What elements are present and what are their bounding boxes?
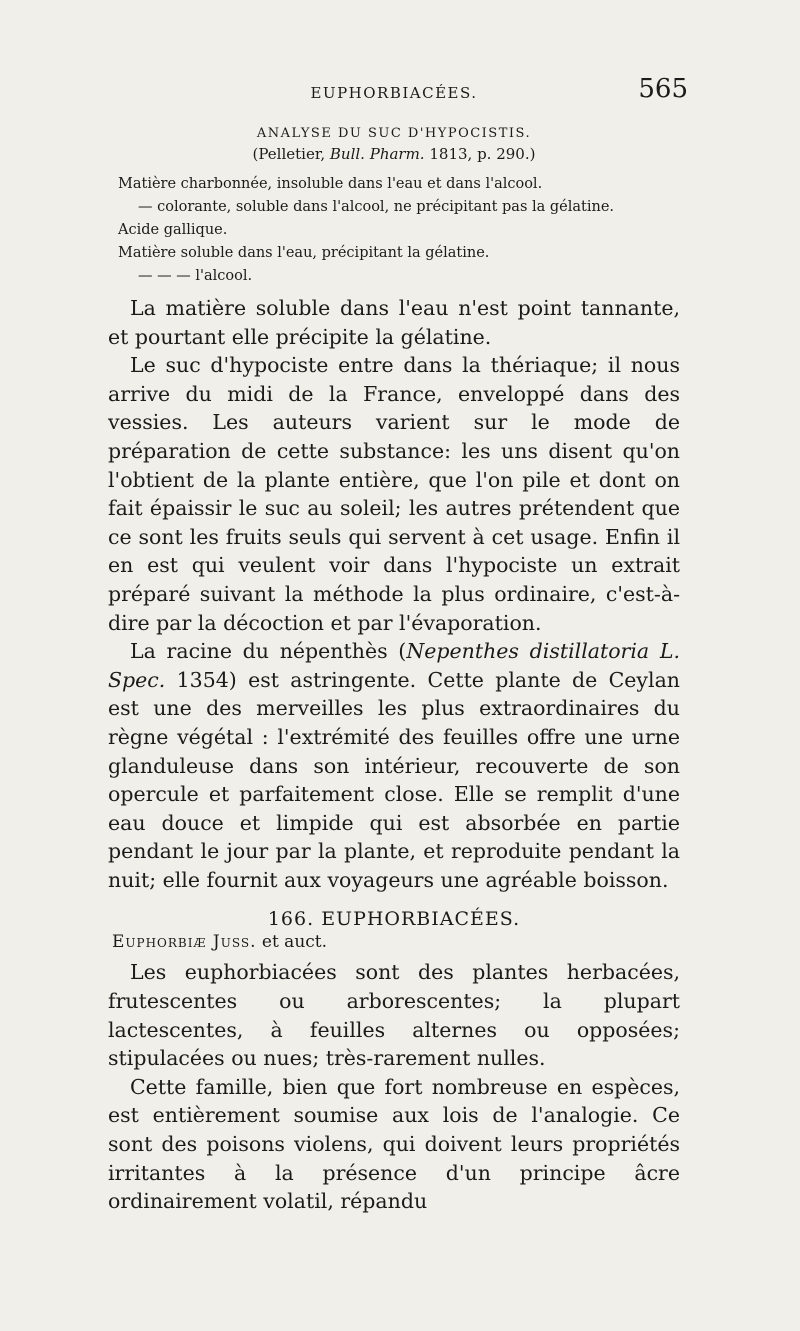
paragraph-famille: Cette famille, bien que fort nombreuse en espèces, est entièrement soumise aux lois de l'analogie. Ce sont des poisons violens, qui doivent leurs propriétés irritantes à la présence d'un principe âcre ordinairement volatil, répandu [108, 1074, 680, 1214]
reference-rest: et auct. [256, 932, 328, 953]
page-number: 565 [638, 74, 688, 104]
page-header [108, 72, 688, 112]
analysis-item: Matière soluble dans l'eau, précipitant la gélatine. [118, 245, 490, 261]
analysis-title: ANALYSE DU SUC D'HYPOCISTIS. [256, 126, 532, 141]
source-journal: Bull. Pharm. [329, 145, 425, 163]
analysis-source [108, 145, 680, 163]
paragraph-hypociste: Le suc d'hypociste entre dans la thériaque; il nous arrive du midi de la France, enveloppé dans des vessies. Les auteurs varient sur le mode de préparation de cette substance: les uns disent qu'on l'obtient de la plante entière, que l'on pile et dont on fait épaissir le suc au soleil; les autres prétendent que ce sont les fruits seuls qui servent à cet usage. Enfin il en est qui veulent voir dans l'hypociste un extrait préparé suivant la méthode la plus ordinaire, c'est-à-dire par la décoction et par l'évaporation. [108, 353, 680, 635]
paragraph-euphorbiacees: Les euphorbiacées sont des plantes herbacées, frutescentes ou arborescentes; la plupart lactescentes, à feuilles alternes ou opposées; stipulacées ou nues; très-rarement nulles. [108, 960, 680, 1071]
analysis-item: — colorante, soluble dans l'alcool, ne précipitant pas la gélatine. [138, 199, 615, 215]
analysis-item: Matière charbonnée, insoluble dans l'eau et dans l'alcool. [118, 176, 543, 192]
analysis-item: — — — l'alcool. [138, 268, 253, 284]
running-title: EUPHORBIACÉES. [310, 84, 478, 102]
source-suffix: 1813, p. 290.) [424, 145, 536, 163]
paragraph-tannin: La matière soluble dans l'eau n'est point tannante, et pourtant elle précipite la gélatine. [108, 296, 680, 349]
section-reference [112, 932, 680, 952]
source-prefix: (Pelletier, [252, 145, 330, 163]
nepenthes-start: La racine du népenthès ( [130, 639, 407, 664]
paragraph-nepenthes [108, 637, 680, 894]
reference-authority: Euphorbiæ Juss. [112, 932, 257, 953]
nepenthes-rest: 1354) est astringente. Cette plante de Ceylan est une des merveilles les plus extraordinaires du règne végétal : l'extrémité des feuilles offre une urne glanduleuse dans son intérieur, recouverte de son opercule et parfaitement close. Elle se remplit d'une eau douce et limpide qui est absorbée en partie pendant le jour par la plante, et reproduite pendant la nuit; elle fournit aux voyageurs une agréable boisson. [108, 667, 680, 892]
section-title: 166. EUPHORBIACÉES. [267, 908, 521, 931]
analysis-item: Acide gallique. [118, 222, 228, 238]
nepenthes-latin: Nepenthes distillatoria L. Spec. [108, 639, 680, 692]
analysis-list [118, 173, 680, 288]
